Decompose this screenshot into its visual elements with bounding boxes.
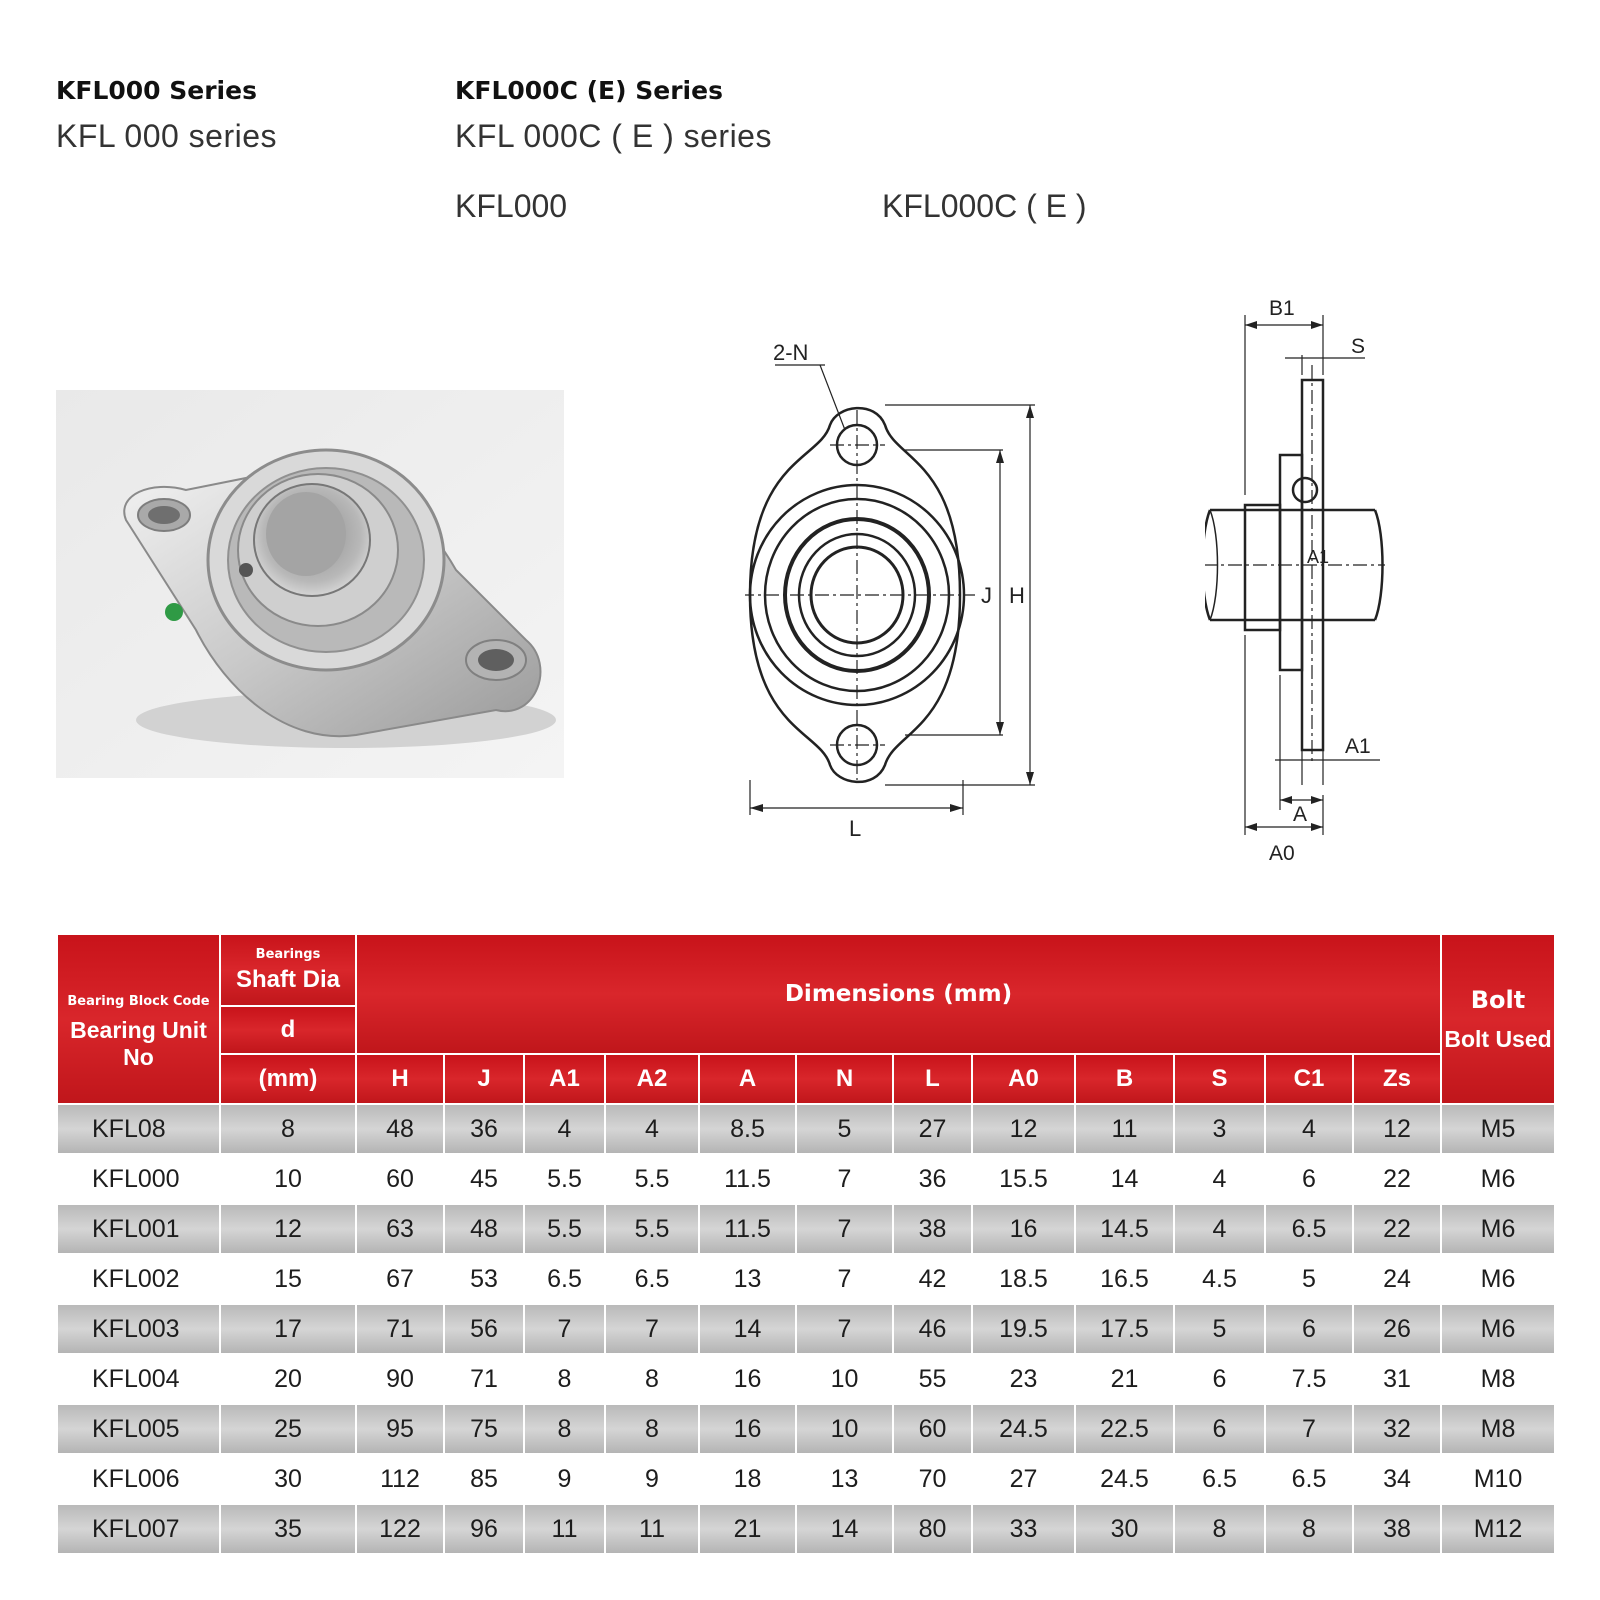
- cell-dimension: 85: [444, 1454, 524, 1504]
- label-a1: A1: [1345, 735, 1371, 758]
- cell-dimension: 4: [1174, 1154, 1265, 1204]
- header-shaft: [220, 934, 356, 1006]
- table-row: [57, 1454, 1555, 1504]
- cell-dimension: 8: [1174, 1504, 1265, 1554]
- cell-dimension: 5: [796, 1104, 893, 1154]
- cell-shaft-dia: 8: [220, 1104, 356, 1154]
- col-header: Zs: [1353, 1054, 1441, 1104]
- col-header: J: [444, 1054, 524, 1104]
- cell-dimension: 36: [893, 1154, 972, 1204]
- table-row: [57, 1104, 1555, 1154]
- cell-shaft-dia: 35: [220, 1504, 356, 1554]
- cell-dimension: 7: [605, 1304, 699, 1354]
- cell-dimension: 6.5: [1265, 1454, 1353, 1504]
- cell-dimension: 63: [356, 1204, 444, 1254]
- cell-dimension: 12: [972, 1104, 1075, 1154]
- table-row: [57, 1404, 1555, 1454]
- cell-dimension: 18: [699, 1454, 796, 1504]
- col-header: A0: [972, 1054, 1075, 1104]
- header-dimensions-label: Dimensions (mm): [784, 981, 1013, 1007]
- cell-dimension: 8: [524, 1354, 605, 1404]
- cell-code: KFL001: [57, 1204, 220, 1254]
- cell-dimension: 122: [356, 1504, 444, 1554]
- side-view-drawing: [1205, 295, 1425, 885]
- cell-code: KFL007: [57, 1504, 220, 1554]
- cell-dimension: 8: [605, 1404, 699, 1454]
- cell-dimension: 22: [1353, 1204, 1441, 1254]
- cell-dimension: 22.5: [1075, 1404, 1174, 1454]
- cell-dimension: 55: [893, 1354, 972, 1404]
- cell-dimension: 5.5: [605, 1154, 699, 1204]
- cell-dimension: 24.5: [1075, 1454, 1174, 1504]
- cell-dimension: 4: [605, 1104, 699, 1154]
- cell-dimension: 21: [699, 1504, 796, 1554]
- cell-dimension: 5.5: [524, 1154, 605, 1204]
- cell-dimension: 7: [796, 1154, 893, 1204]
- cell-dimension: 7: [796, 1304, 893, 1354]
- table-row: [57, 1204, 1555, 1254]
- col-header: L: [893, 1054, 972, 1104]
- cell-dimension: 11: [605, 1504, 699, 1554]
- label-a1-inner: A1: [1307, 547, 1330, 567]
- cell-dimension: 16: [699, 1354, 796, 1404]
- cell-dimension: 48: [444, 1204, 524, 1254]
- label-2n: 2-N: [773, 340, 809, 365]
- cell-dimension: 16: [699, 1404, 796, 1454]
- col-header: A2: [605, 1054, 699, 1104]
- cell-dimension: 16.5: [1075, 1254, 1174, 1304]
- label-a0: A0: [1269, 842, 1295, 865]
- cell-dimension: 26: [1353, 1304, 1441, 1354]
- cell-dimension: 6: [1174, 1404, 1265, 1454]
- cell-dimension: 67: [356, 1254, 444, 1304]
- col-header: A: [699, 1054, 796, 1104]
- cell-code: KFL000: [57, 1154, 220, 1204]
- cell-bolt: M8: [1441, 1354, 1555, 1404]
- spec-table: [56, 933, 1556, 1555]
- cell-dimension: 6.5: [1174, 1454, 1265, 1504]
- cell-dimension: 7: [524, 1304, 605, 1354]
- cell-dimension: 15.5: [972, 1154, 1075, 1204]
- table-row: [57, 1504, 1555, 1554]
- model-b-label: KFL000C ( E ): [882, 188, 1087, 224]
- cell-dimension: 4: [1265, 1104, 1353, 1154]
- col-header: C1: [1265, 1054, 1353, 1104]
- cell-code: KFL08: [57, 1104, 220, 1154]
- cell-dimension: 7: [1265, 1404, 1353, 1454]
- col-header: A1: [524, 1054, 605, 1104]
- cell-dimension: 6.5: [524, 1254, 605, 1304]
- cell-dimension: 11: [1075, 1104, 1174, 1154]
- cell-dimension: 14: [796, 1504, 893, 1554]
- cell-dimension: 5.5: [524, 1204, 605, 1254]
- cell-dimension: 4: [524, 1104, 605, 1154]
- cell-bolt: M6: [1441, 1204, 1555, 1254]
- cell-dimension: 6.5: [1265, 1204, 1353, 1254]
- cell-code: KFL004: [57, 1354, 220, 1404]
- header-code: [57, 934, 220, 1104]
- cell-dimension: 53: [444, 1254, 524, 1304]
- cell-dimension: 60: [893, 1404, 972, 1454]
- cell-dimension: 56: [444, 1304, 524, 1354]
- cell-dimension: 6: [1174, 1354, 1265, 1404]
- label-s: S: [1351, 335, 1366, 358]
- cell-bolt: M10: [1441, 1454, 1555, 1504]
- header-shaft-small: Bearings: [255, 946, 321, 962]
- series-a-title: KFL000 Series: [56, 76, 257, 105]
- cell-dimension: 96: [444, 1504, 524, 1554]
- front-view-drawing: [745, 340, 1075, 870]
- cell-dimension: 71: [444, 1354, 524, 1404]
- series-a-subtitle: KFL 000 series: [56, 118, 278, 154]
- cell-dimension: 5.5: [605, 1204, 699, 1254]
- cell-dimension: 31: [1353, 1354, 1441, 1404]
- label-l: L: [849, 816, 862, 841]
- cell-dimension: 5: [1174, 1304, 1265, 1354]
- cell-dimension: 4: [1174, 1204, 1265, 1254]
- header-shaft-symbol: d: [220, 1006, 356, 1054]
- series-b-title: KFL000C (E) Series: [455, 76, 723, 105]
- cell-bolt: M12: [1441, 1504, 1555, 1554]
- cell-dimension: 12: [1353, 1104, 1441, 1154]
- cell-shaft-dia: 10: [220, 1154, 356, 1204]
- header-code-main: Bearing Unit No: [70, 1016, 207, 1070]
- cell-shaft-dia: 30: [220, 1454, 356, 1504]
- cell-dimension: 8: [524, 1404, 605, 1454]
- label-j: J: [981, 583, 992, 608]
- cell-dimension: 23: [972, 1354, 1075, 1404]
- cell-dimension: 22: [1353, 1154, 1441, 1204]
- header-bolt-small: Bolt: [1470, 985, 1526, 1014]
- col-header: S: [1174, 1054, 1265, 1104]
- col-header: N: [796, 1054, 893, 1104]
- cell-dimension: 6.5: [605, 1254, 699, 1304]
- cell-dimension: 90: [356, 1354, 444, 1404]
- cell-code: KFL005: [57, 1404, 220, 1454]
- cell-dimension: 46: [893, 1304, 972, 1354]
- cell-dimension: 36: [444, 1104, 524, 1154]
- col-header: B: [1075, 1054, 1174, 1104]
- cell-dimension: 10: [796, 1354, 893, 1404]
- cell-dimension: 8.5: [699, 1104, 796, 1154]
- label-a: A: [1293, 803, 1308, 826]
- cell-dimension: 75: [444, 1404, 524, 1454]
- cell-dimension: 48: [356, 1104, 444, 1154]
- cell-dimension: 80: [893, 1504, 972, 1554]
- label-h: H: [1009, 583, 1025, 608]
- product-photo: [56, 390, 564, 778]
- cell-bolt: M6: [1441, 1254, 1555, 1304]
- cell-shaft-dia: 20: [220, 1354, 356, 1404]
- cell-dimension: 5: [1265, 1254, 1353, 1304]
- cell-dimension: 27: [972, 1454, 1075, 1504]
- model-a-label: KFL000: [455, 188, 568, 224]
- cell-dimension: 60: [356, 1154, 444, 1204]
- cell-shaft-dia: 12: [220, 1204, 356, 1254]
- cell-shaft-dia: 17: [220, 1304, 356, 1354]
- cell-dimension: 70: [893, 1454, 972, 1504]
- header-bolt: [1441, 934, 1555, 1104]
- cell-dimension: 112: [356, 1454, 444, 1504]
- header-code-small: Bearing Block Code: [67, 993, 210, 1009]
- cell-bolt: M5: [1441, 1104, 1555, 1154]
- cell-dimension: 14: [1075, 1154, 1174, 1204]
- cell-dimension: 4.5: [1174, 1254, 1265, 1304]
- table-row: [57, 1304, 1555, 1354]
- cell-code: KFL002: [57, 1254, 220, 1304]
- col-header: H: [356, 1054, 444, 1104]
- cell-dimension: 13: [796, 1454, 893, 1504]
- cell-dimension: 38: [893, 1204, 972, 1254]
- cell-dimension: 33: [972, 1504, 1075, 1554]
- cell-bolt: M8: [1441, 1404, 1555, 1454]
- cell-dimension: 24.5: [972, 1404, 1075, 1454]
- header-shaft-unit: (mm): [220, 1054, 356, 1104]
- cell-dimension: 7.5: [1265, 1354, 1353, 1404]
- cell-dimension: 8: [605, 1354, 699, 1404]
- cell-dimension: 30: [1075, 1504, 1174, 1554]
- table-row: [57, 1354, 1555, 1404]
- cell-dimension: 7: [796, 1254, 893, 1304]
- label-b1: B1: [1269, 297, 1295, 320]
- series-b-subtitle: KFL 000C ( E ) series: [455, 118, 772, 154]
- cell-dimension: 14: [699, 1304, 796, 1354]
- header-bolt-main: Bolt Used: [1444, 1025, 1552, 1052]
- cell-dimension: 21: [1075, 1354, 1174, 1404]
- cell-shaft-dia: 15: [220, 1254, 356, 1304]
- cell-dimension: 9: [605, 1454, 699, 1504]
- table-row: [57, 1254, 1555, 1304]
- cell-bolt: M6: [1441, 1304, 1555, 1354]
- cell-dimension: 42: [893, 1254, 972, 1304]
- cell-dimension: 45: [444, 1154, 524, 1204]
- cell-dimension: 9: [524, 1454, 605, 1504]
- cell-dimension: 10: [796, 1404, 893, 1454]
- cell-dimension: 19.5: [972, 1304, 1075, 1354]
- cell-dimension: 17.5: [1075, 1304, 1174, 1354]
- cell-dimension: 11.5: [699, 1154, 796, 1204]
- header-dimensions: [356, 934, 1441, 1054]
- cell-dimension: 38: [1353, 1504, 1441, 1554]
- cell-bolt: M6: [1441, 1154, 1555, 1204]
- cell-dimension: 32: [1353, 1404, 1441, 1454]
- cell-dimension: 11.5: [699, 1204, 796, 1254]
- cell-dimension: 71: [356, 1304, 444, 1354]
- cell-shaft-dia: 25: [220, 1404, 356, 1454]
- cell-dimension: 95: [356, 1404, 444, 1454]
- cell-code: KFL006: [57, 1454, 220, 1504]
- cell-dimension: 18.5: [972, 1254, 1075, 1304]
- cell-dimension: 27: [893, 1104, 972, 1154]
- cell-dimension: 16: [972, 1204, 1075, 1254]
- header-shaft-main: Shaft Dia: [235, 965, 340, 993]
- cell-dimension: 24: [1353, 1254, 1441, 1304]
- cell-dimension: 34: [1353, 1454, 1441, 1504]
- cell-dimension: 6: [1265, 1304, 1353, 1354]
- cell-dimension: 8: [1265, 1504, 1353, 1554]
- cell-dimension: 11: [524, 1504, 605, 1554]
- table-row: [57, 1154, 1555, 1204]
- cell-code: KFL003: [57, 1304, 220, 1354]
- cell-dimension: 7: [796, 1204, 893, 1254]
- cell-dimension: 3: [1174, 1104, 1265, 1154]
- cell-dimension: 6: [1265, 1154, 1353, 1204]
- cell-dimension: 13: [699, 1254, 796, 1304]
- cell-dimension: 14.5: [1075, 1204, 1174, 1254]
